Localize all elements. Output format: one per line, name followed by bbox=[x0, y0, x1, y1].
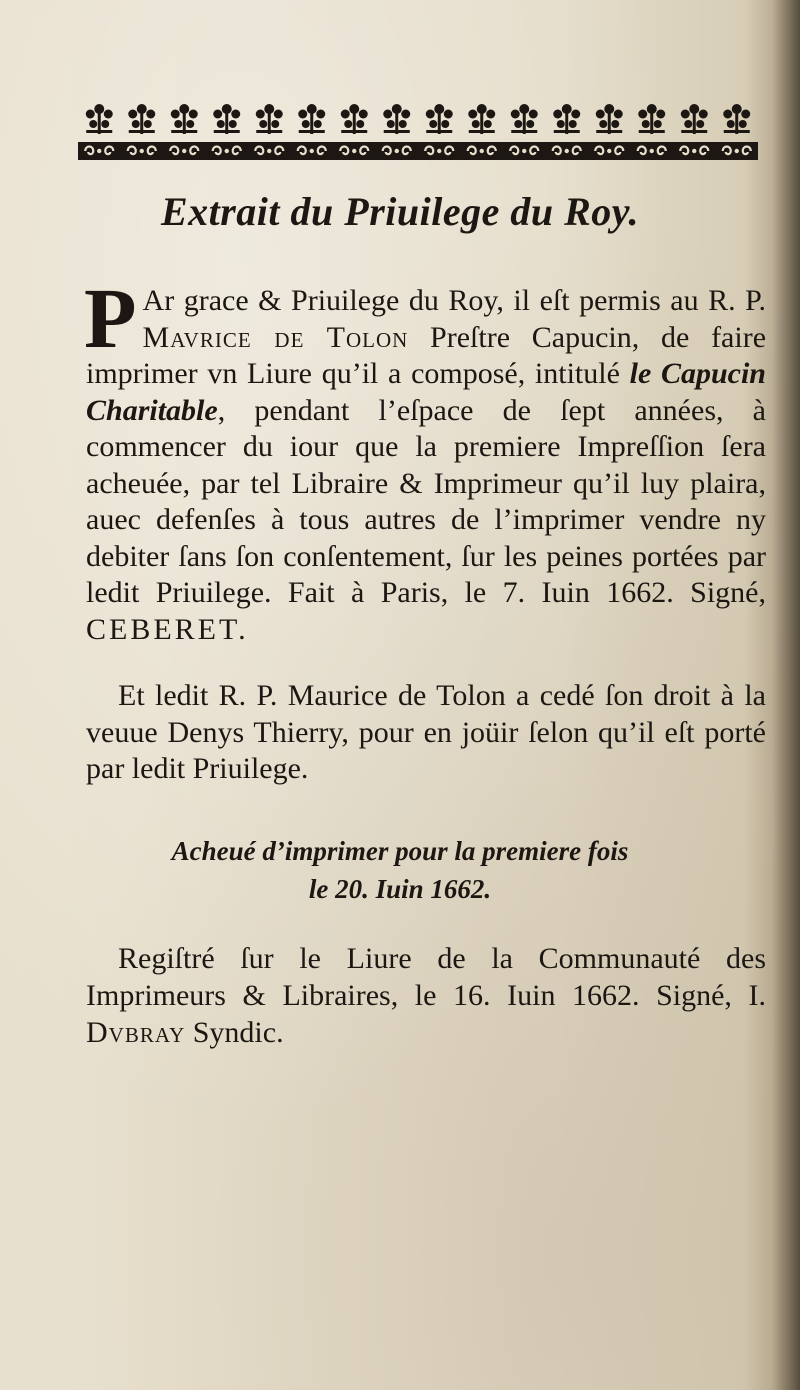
drop-cap: P bbox=[84, 270, 137, 366]
fleuron-icon bbox=[163, 104, 206, 160]
signature: CEBERET. bbox=[86, 612, 249, 646]
fleuron-icon bbox=[206, 104, 249, 160]
printing-completion-note bbox=[0, 832, 800, 908]
fleuron-icon bbox=[546, 104, 589, 160]
fleuron-icon bbox=[461, 104, 504, 160]
privilege-text-3: , pendant l’eſpace de ſept années, à commencer du iour que la premiere Impreſſion ſera acheuée, par tel Libraire & Imprimeur qu’il luy plaira, auec defenſes à tous autres de l’imprimer vendre ny debiter ſans ſon conſentement, ſur les peines portées par ledit Priuilege. Fait à Paris, le 7. Iuin 1662. Signé, bbox=[86, 393, 766, 609]
fleuron-icon bbox=[376, 104, 419, 160]
fleuron-icon bbox=[291, 104, 334, 160]
author-name: Mavrice de Tolon bbox=[142, 320, 409, 354]
fleuron-icon bbox=[248, 104, 291, 160]
fleuron-icon bbox=[588, 104, 631, 160]
privilege-paragraph bbox=[84, 270, 767, 648]
fleuron-icon bbox=[78, 104, 121, 160]
fleuron-icon bbox=[673, 104, 716, 160]
fleuron-icon bbox=[503, 104, 546, 160]
registration-text-1: Regiſtré ſur le Liure de la Communauté des Imprimeurs & Libraires, le 16. Iuin 1662. Signé, I. bbox=[86, 942, 766, 1012]
fleuron-icon bbox=[631, 104, 674, 160]
fleuron-icon bbox=[716, 104, 759, 160]
registration-text-2: Syndic. bbox=[185, 1016, 284, 1049]
privilege-text-2: Preſtre Capucin, de faire imprimer vn Liure qu’il a composé, intitulé bbox=[86, 320, 767, 390]
fleuron-icon bbox=[121, 104, 164, 160]
privilege-text-1: Ar grace & Priuilege du Roy, il eſt permis au R. P. bbox=[142, 284, 766, 317]
syndic-name: Dvbray bbox=[86, 1016, 186, 1049]
completion-line-1: Acheué d’imprimer pour la premiere fois bbox=[171, 836, 629, 866]
page-title: Extrait du Priuilege du Roy. bbox=[160, 189, 640, 234]
registration-paragraph bbox=[86, 940, 766, 1051]
cession-paragraph: Et ledit R. P. Maurice de Tolon a cedé ſon droit à la veuue Denys Thierry, pour en joüir ſelon qu’il eſt porté par ledit Priuilege. bbox=[86, 679, 766, 785]
fleuron-icon bbox=[418, 104, 461, 160]
fleuron-icon bbox=[333, 104, 376, 160]
book-title: le Capucin Charitable bbox=[86, 357, 766, 427]
fleuron-band-icon bbox=[78, 100, 758, 164]
completion-line-2: le 20. Iuin 1662. bbox=[308, 874, 492, 904]
